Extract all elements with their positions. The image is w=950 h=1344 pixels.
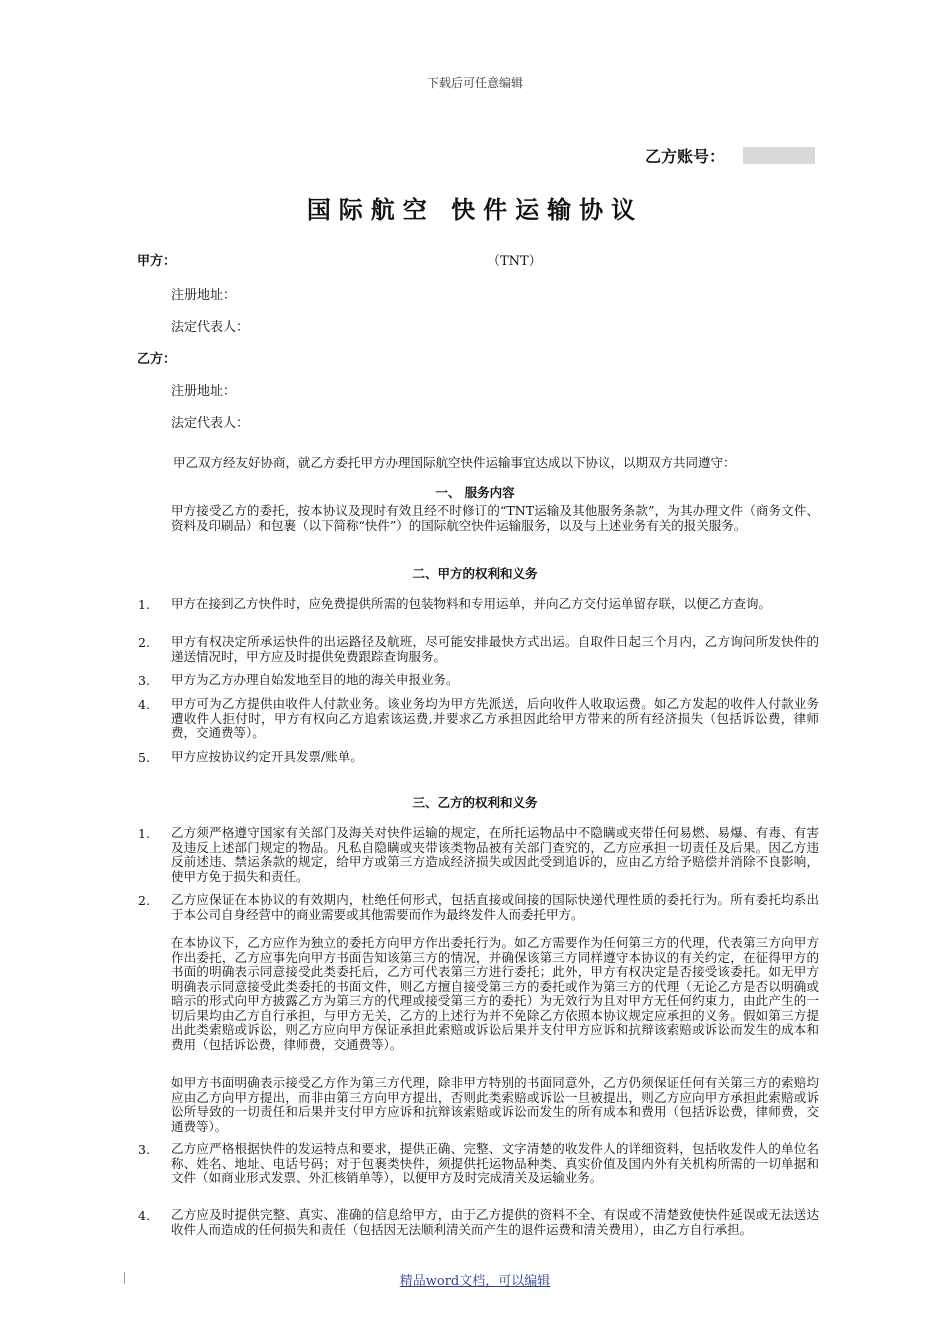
list-item-number: 1. (138, 597, 150, 612)
party-b-rep-label: 法定代表人： (171, 416, 250, 431)
list-item-number: 5. (138, 750, 150, 765)
list-item: 甲方应按协议约定开具发票/账单。 (171, 749, 363, 764)
list-item-number: 2. (138, 893, 150, 908)
list-item: 甲方为乙方办理自始发地至目的地的海关申报业务。 (171, 672, 459, 687)
document-title: 国际航空 快件运输协议 (306, 196, 644, 224)
list-item: 乙方须严格遵守国家有关部门及海关对快件运输的规定，在所托运物品中不隐瞒或夹带任何易燃、易爆、有毒、有害及违反上述部门规定的物品。凡私自隐瞒或夹带该类物品被有关部门查究的，乙方应承担一切责任及后果。因乙方违反前述违、禁运条款的规定，给甲方或第三方造成经济损失或因此受到追诉的，应由乙方给予赔偿并消除不良影响，使甲方免于损失和责任。 (171, 825, 819, 884)
account-label: 乙方账号： (645, 147, 726, 166)
party-a-name: （TNT） (487, 254, 542, 269)
intro-paragraph: 甲乙双方经友好协商，就乙方委托甲方办理国际航空快件运输事宜达成以下协议，以期双方共同遵守： (173, 455, 736, 470)
list-item-number: 2. (138, 635, 150, 650)
list-item-number: 3. (138, 1142, 150, 1157)
section-3-paragraph-b: 如甲方书面明确表示接受乙方作为第三方代理，除非甲方特别的书面同意外，乙方仍须保证任何有关第三方的索赔均应由乙方向甲方提出，而非由第三方向甲方提出，否则此类索赔或诉讼一旦被提出，则乙方应向甲方承担此索赔或诉讼所导致的一切责任和后果并支付甲方应诉和抗辩该索赔或诉讼而发生的所有成本和费用（包括诉讼费，律师费，交通费等）。 (171, 1075, 819, 1134)
list-item-number: 4. (138, 1208, 150, 1223)
list-item: 甲方在接到乙方快件时，应免费提供所需的包装物料和专用运单，并向乙方交付运单留存联，以便乙方查询。 (171, 596, 772, 611)
section-3-heading: 三、乙方的权利和义务 (412, 795, 538, 810)
top-note: 下载后可任意编辑 (426, 76, 523, 90)
party-b-label: 乙方： (137, 352, 177, 367)
list-item: 甲方可为乙方提供由收件人付款业务。该业务均为甲方先派送，后向收件人收取运费。如乙方发起的收件人付款业务遭收件人拒付时，甲方有权向乙方追索该运费,并要求乙方承担因此给甲方带来的所有经济损失（包括诉讼费，律师费，交通费等）。 (171, 696, 819, 740)
party-a-rep-label: 法定代表人： (171, 320, 250, 335)
list-item: 乙方应及时提供完整、真实、准确的信息给甲方，由于乙方提供的资料不全、有误或不清楚致使快件延误或无法送达收件人而造成的任何损失和责任（包括因无法顺利清关而产生的退件运费和清关费用），由乙方自行承担。 (171, 1207, 819, 1237)
section-1-body: 甲方接受乙方的委托，按本协议及现时有效且经不时修订的“TNT运输及其他服务条款”，为其办理文件（商务文件、资料及印刷品）和包裹（以下简称“快件”）的国际航空快件运输服务，以及与上述业务有关的报关服务。 (171, 503, 819, 533)
party-a-address-label: 注册地址： (171, 288, 237, 303)
list-item-number: 4. (138, 697, 150, 712)
list-item: 乙方应严格根据快件的发运特点和要求，提供正确、完整、文字清楚的收发件人的详细资料，包括收发件人的单位名称、姓名、地址、电话号码；对于包裹类快件，须提供托运物品种类、真实价值及国内外有关机构所需的一切单据和文件（如商业形式发票、外汇核销单等），以便甲方及时完成清关及运输业务。 (171, 1141, 819, 1185)
list-item-number: 3. (138, 673, 150, 688)
account-number-field[interactable] (743, 147, 815, 164)
party-b-address-label: 注册地址： (171, 384, 237, 399)
footer-link[interactable]: 精品word文档，可以编辑 (399, 1274, 551, 1289)
party-a-label: 甲方： (137, 254, 177, 269)
list-item-number: 1. (138, 826, 150, 841)
section-3-paragraph-a: 在本协议下，乙方应作为独立的委托方向甲方作出委托行为。如乙方需要作为任何第三方的代理，代表第三方向甲方作出委托，乙方应事先向甲方书面告知该第三方的情况，并确保该第三方同样遵守本协议的有关约定，在征得甲方的书面的明确表示同意接受此类委托后，乙方可代表第三方进行委托；此外，甲方有权决定是否接受该委托。如无甲方明确表示同意接受此类委托的书面文件，则乙方擅自接受第三方的委托或作为第三方的代理（无论乙方是否以明确或暗示的形式向甲方披露乙方为第三方的代理或接受第三方的委托）为无效行为且对甲方无任何约束力，由此产生的一切后果均由乙方自行承担，与甲方无关，乙方的上述行为并不免除乙方依照本协议规定应承担的义务。假如第三方提出此类索赔或诉讼，则乙方应向甲方保证承担此索赔或诉讼后果并支付甲方应诉和抗辩该索赔或诉讼而发生的成本和费用（包括诉讼费，律师费，交通费等）。 (171, 935, 819, 1052)
account-number-block (645, 144, 815, 164)
section-2-heading: 二、甲方的权利和义务 (412, 566, 538, 581)
list-item: 甲方有权决定所承运快件的出运路径及航班，尽可能安排最快方式出运。自取件日起三个月内，乙方询问所发快件的递送情况时，甲方应及时提供免费跟踪查询服务。 (171, 634, 819, 664)
list-item: 乙方应保证在本协议的有效期内，杜绝任何形式，包括直接或间接的国际快递代理性质的委托行为。所有委托均系出于本公司自身经营中的商业需要或其他需要而作为最终发件人而委托甲方。 (171, 892, 819, 922)
section-1-heading: 一、 服务内容 (435, 485, 515, 500)
